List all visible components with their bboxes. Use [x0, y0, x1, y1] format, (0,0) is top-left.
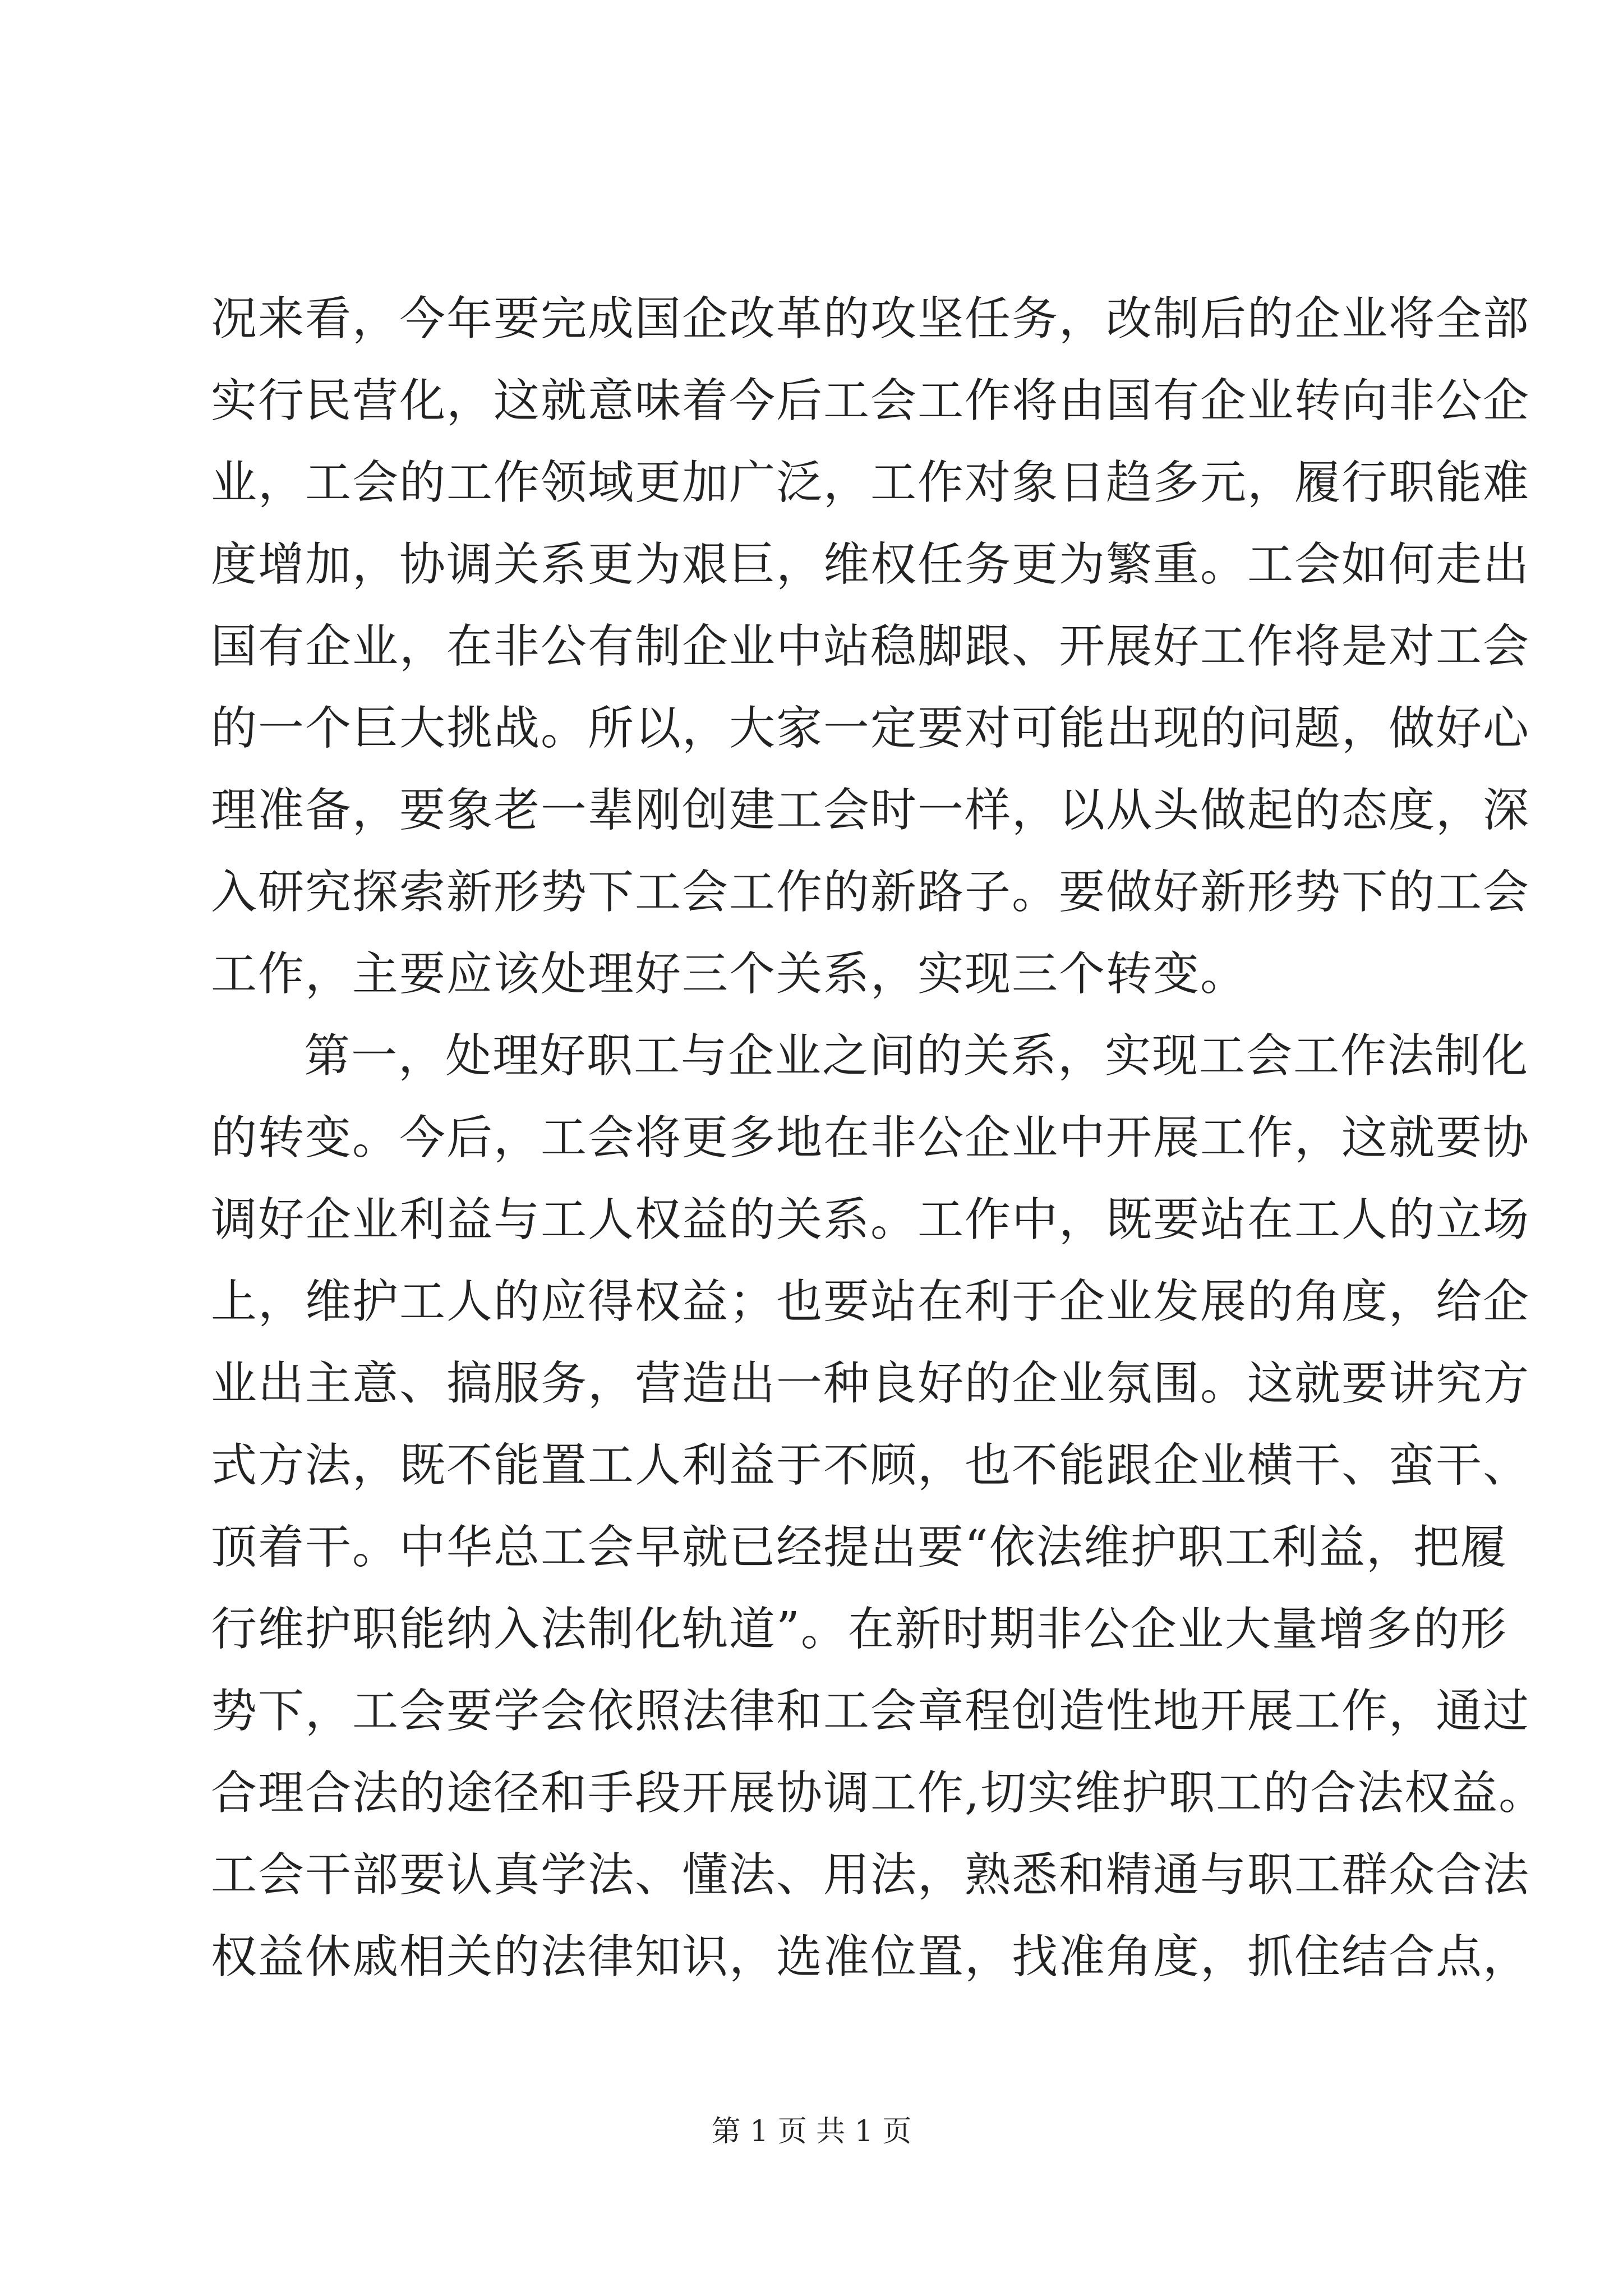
text-line: 理准备，要象老一辈刚创建工会时一样，以从头做起的态度，深: [211, 784, 1530, 837]
text-line: 工会干部要认真学法、懂法、用法，熟悉和精通与职工群众合法: [211, 1848, 1530, 1902]
text-line: 入研究探索新形势下工会工作的新路子。要做好新形势下的工会: [211, 866, 1530, 919]
text-line: 式方法，既不能置工人利益于不顾，也不能跟企业横干、蛮干、: [211, 1439, 1530, 1492]
text-line: 业出主意、搞服务，营造出一种良好的企业氛围。这就要讲究方: [211, 1357, 1530, 1410]
text-line: 合理合法的途径和手段开展协调工作,切实维护职工的合法权益。: [211, 1766, 1546, 1820]
text-line: 况来看，今年要完成国企改革的攻坚任务，改制后的企业将全部: [211, 292, 1530, 346]
text-line: 业，工会的工作领域更加广泛，工作对象日趋多元，履行职能难: [211, 456, 1530, 509]
text-line: 实行民营化，这就意味着今后工会工作将由国有企业转向非公企: [211, 374, 1530, 427]
text-line: 行维护职能纳入法制化轨道”。在新时期非公企业大量增多的形: [211, 1603, 1507, 1656]
page-footer: [0, 2115, 1623, 2148]
text-line: 上，维护工人的应得权益；也要站在利于企业发展的角度，给企: [211, 1275, 1530, 1328]
text-line: 国有企业，在非公有制企业中站稳脚跟、开展好工作将是对工会: [211, 620, 1530, 673]
text-line: 顶着干。中华总工会早就已经提出要“依法维护职工利益，把履: [211, 1521, 1507, 1574]
text-line: 权益休戚相关的法律知识，选准位置，找准角度，抓住结合点，: [211, 1930, 1530, 1984]
text-line: 的一个巨大挑战。所以，大家一定要对可能出现的问题，做好心: [211, 702, 1530, 755]
text-line: 势下，工会要学会依照法律和工会章程创造性地开展工作，通过: [211, 1685, 1530, 1738]
text-line: 工作，主要应该处理好三个关系，实现三个转变。: [211, 947, 1248, 1001]
paragraph-first-line: 第一，处理好职工与企业之间的关系，实现工会工作法制化: [304, 1029, 1529, 1083]
text-line: 调好企业利益与工人权益的关系。工作中，既要站在工人的立场: [211, 1193, 1530, 1246]
page-number-label: 第 1 页 共 1 页: [711, 2115, 912, 2148]
text-line: 度增加，协调关系更为艰巨，维权任务更为繁重。工会如何走出: [211, 538, 1530, 591]
text-line: 的转变。今后，工会将更多地在非公企业中开展工作，这就要协: [211, 1111, 1530, 1165]
